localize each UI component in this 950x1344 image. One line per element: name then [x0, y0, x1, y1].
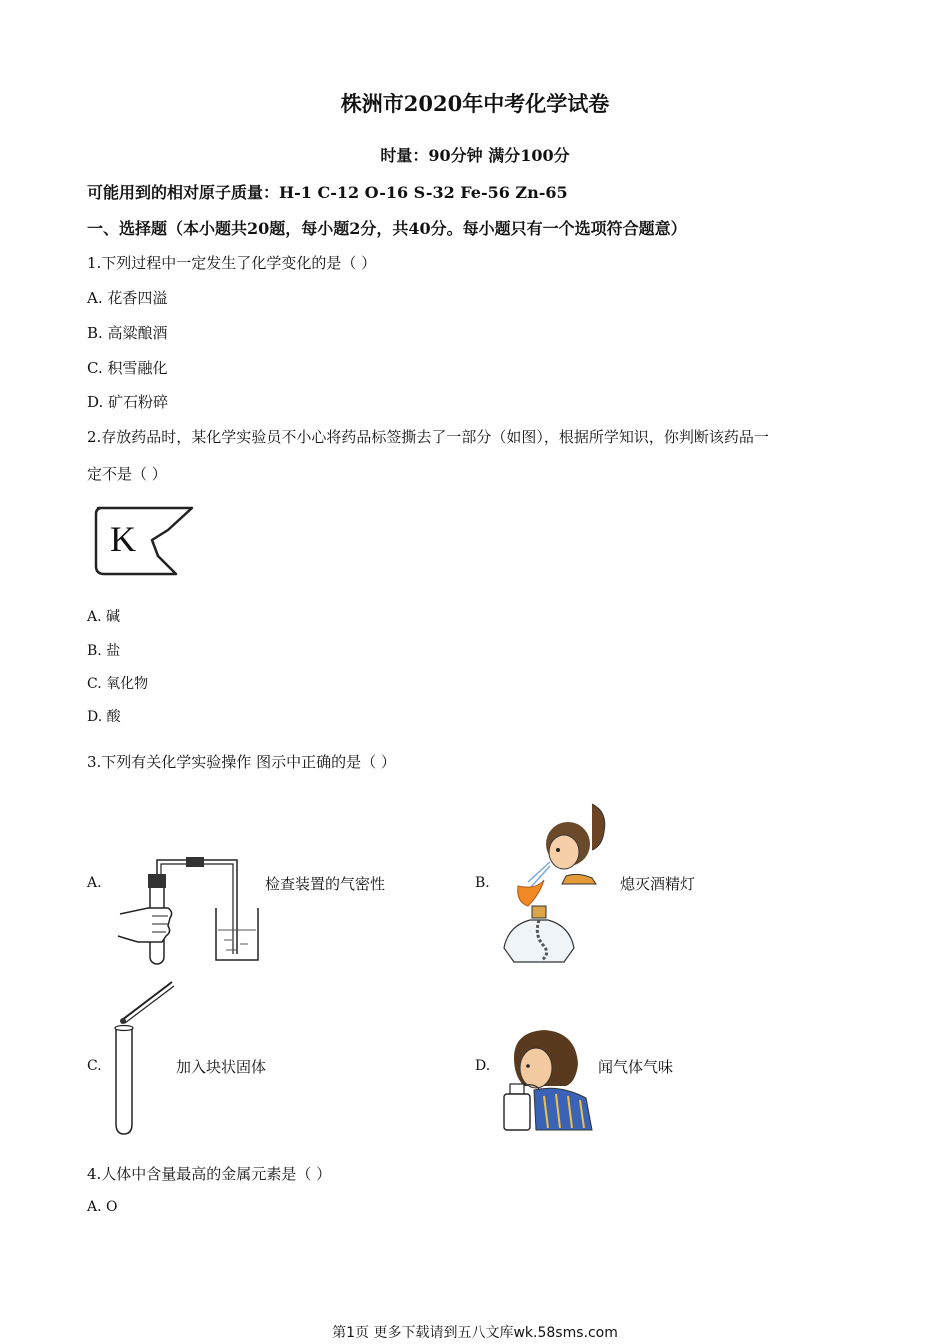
- exam-time-score: 时量：90分钟 满分100分: [380, 146, 570, 165]
- question-3-option-a-text: 检查装置的气密性: [265, 875, 386, 893]
- question-2-option-b: B. 盐: [87, 643, 121, 659]
- blow-out-lamp-figure: [500, 798, 615, 964]
- question-1-option-c: C. 积雪融化: [87, 359, 168, 377]
- question-3-stem: 3.下列有关化学实验操作 图示中正确的是（ ）: [87, 753, 396, 771]
- label-letter-k: K: [110, 519, 136, 559]
- question-3-option-b-text: 熄灭酒精灯: [620, 875, 696, 893]
- question-3-option-b-letter: B.: [475, 875, 490, 891]
- add-solid-figure: [110, 978, 180, 1140]
- question-1-option-b: B. 高粱酿酒: [87, 324, 168, 342]
- question-3-option-d-letter: D.: [475, 1058, 491, 1074]
- page-title: 株洲市2020年中考化学试卷: [340, 91, 610, 116]
- question-2-option-c: C. 氧化物: [87, 676, 149, 692]
- question-2-option-d: D. 酸: [87, 709, 121, 725]
- question-2-stem-line2: 定不是（ ）: [87, 465, 167, 483]
- question-2-option-a: A. 碱: [87, 609, 121, 625]
- atomic-masses: 可能用到的相对原子质量：H-1 C-12 O-16 S-32 Fe-56 Zn-65: [87, 183, 568, 202]
- question-2-stem-line1: 2.存放药品时，某化学实验员不小心将药品标签撕去了一部分（如图），根据所学知识，你判断该药品一: [87, 428, 769, 446]
- smell-gas-figure: [500, 1024, 595, 1134]
- torn-label-figure: [90, 500, 200, 582]
- question-1-option-a: A. 花香四溢: [87, 289, 168, 307]
- question-4-option-a: A. O: [87, 1199, 118, 1215]
- question-1-stem: 1.下列过程中一定发生了化学变化的是（ ）: [87, 254, 377, 272]
- question-1-option-d: D. 矿石粉碎: [87, 393, 169, 411]
- question-3-option-c-letter: C.: [87, 1058, 102, 1074]
- airtightness-check-figure: [112, 850, 267, 968]
- question-3-option-d-text: 闻气体气味: [598, 1058, 674, 1076]
- section-heading: 一、选择题（本小题共20题，每小题2分，共40分。每小题只有一个选项符合题意）: [87, 219, 687, 238]
- question-3-option-c-text: 加入块状固体: [176, 1058, 267, 1076]
- question-3-option-a-letter: A.: [87, 875, 102, 891]
- page-footer: 第1页 更多下载请到五八文库wk.58sms.com: [332, 1325, 618, 1341]
- question-4-stem: 4.人体中含量最高的金属元素是（ ）: [87, 1165, 332, 1183]
